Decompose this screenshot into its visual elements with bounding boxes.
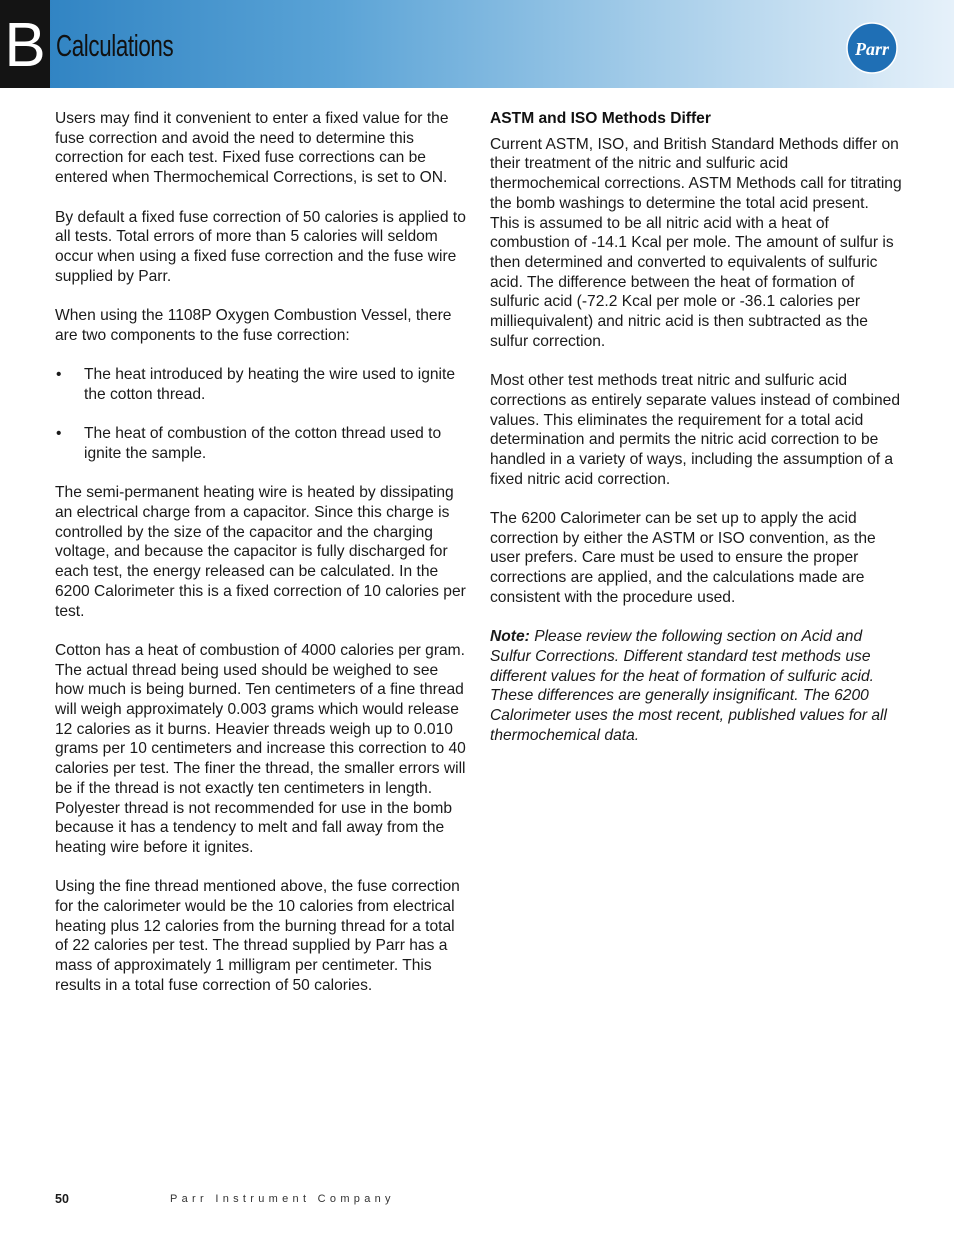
left-column — [55, 109, 467, 1015]
paragraph: The 6200 Calorimeter can be set up to apply the acid correction by either the ASTM or ISO convention, as the user prefers. Care must be used to ensure the proper corrections are applied, and the calculations made are consistent with the procedure used. — [490, 510, 876, 606]
page-header — [0, 0, 954, 88]
bullet-text: The heat introduced by heating the wire used to ignite the cotton thread. — [84, 366, 456, 403]
bullet-icon: • — [56, 366, 62, 384]
bullet-text: The heat of combustion of the cotton thread used to ignite the sample. — [84, 425, 442, 462]
paragraph: Users may find it convenient to enter a fixed value for the fuse correction and avoid the need to determine this correction for each test. Fixed fuse corrections can be entered when Thermochemical Corrections, is set to ON. — [55, 110, 449, 187]
page-number: 50 — [55, 1192, 69, 1206]
note — [490, 627, 902, 745]
paragraph: Current ASTM, ISO, and British Standard Methods differ on their treatment of the nitric and sulfuric acid thermochemical corrections. ASTM Methods call for titrating the bomb washings to determine the total acid present. This is assumed to be all nitric acid with a heat of combustion of -14.1 Kcal per mole. The amount of sulfur is then determined and converted to equivalents of sulfuric acid. The difference between the heat of formation of sulfuric acid (-72.2 Kcal per mole or -36.1 calories per milliequivalent) and nitric acid is then subtracted as the sulfur correction. — [490, 135, 902, 350]
logo-text: Parr — [854, 39, 890, 59]
note-label: Note: — [490, 628, 530, 646]
paragraph: Cotton has a heat of combustion of 4000 calories per gram. The actual thread being used should be weighed to see how much is being burned. Ten centimeters of a fine thread will weigh approximately 0.003 grams which would release 12 calories as it burns. Heavier threads weigh up to 0.010 grams per 10 centimeters and increase this correction to 40 calories per test. The finer the thread, the smaller errors will be if the thread is not exactly ten centimeters in length. Polyester thread is not recommended for use in the bomb because it has a tendency to melt and fall away from the heating wire before it ignites. — [55, 641, 466, 856]
bullet-item — [55, 365, 467, 404]
paragraph: Using the fine thread mentioned above, the fuse correction for the calorimeter would be the 10 calories from electrical heating plus 12 calories from the burning thread for a total of 22 calories per test. The thread supplied by Parr has a mass of approximately 1 milligram per centimeter. This results in a total fuse correction of 50 calories. — [55, 878, 460, 994]
section-heading: ASTM and ISO Methods Differ — [490, 110, 711, 127]
bullet-icon: • — [56, 425, 62, 443]
page-title: Calculations — [56, 28, 174, 63]
paragraph: When using the 1108P Oxygen Combustion Vessel, there are two components to the fuse correction: — [55, 307, 452, 344]
note-text: Please review the following section on Acid and Sulfur Corrections. Different standard test methods use different values for the heat of formation of sulfuric acid. These differences are generally insignificant. The 6200 Calorimeter uses the most recent, published values for all thermochemical data. — [490, 628, 887, 744]
paragraph: By default a fixed fuse correction of 50 calories is applied to all tests. Total errors of more than 5 calories will seldom occur when using a fixed fuse correction and the fuse wire supplied by Parr. — [55, 208, 466, 285]
footer-company: Parr Instrument Company — [170, 1193, 395, 1205]
paragraph: Most other test methods treat nitric and sulfuric acid corrections as entirely separate values instead of combined values. This eliminates the requirement for a total acid determination and permits the nitric acid correction to be handled in a variety of ways, including the assumption of a fixed nitric acid correction. — [490, 372, 900, 488]
paragraph: The semi-permanent heating wire is heated by dissipating an electrical charge from a capacitor. Since this charge is controlled by the size of the capacitor and the charging voltage, and because the capacitor is fully discharged for each test, the energy released can be calculated. In the 6200 Calorimeter this is a fixed correction of 10 calories per test. — [55, 484, 466, 620]
right-column — [490, 109, 902, 765]
section-letter-box — [0, 0, 50, 88]
section-letter: B — [4, 11, 46, 80]
parr-logo — [846, 22, 898, 74]
bullet-item — [55, 424, 467, 463]
